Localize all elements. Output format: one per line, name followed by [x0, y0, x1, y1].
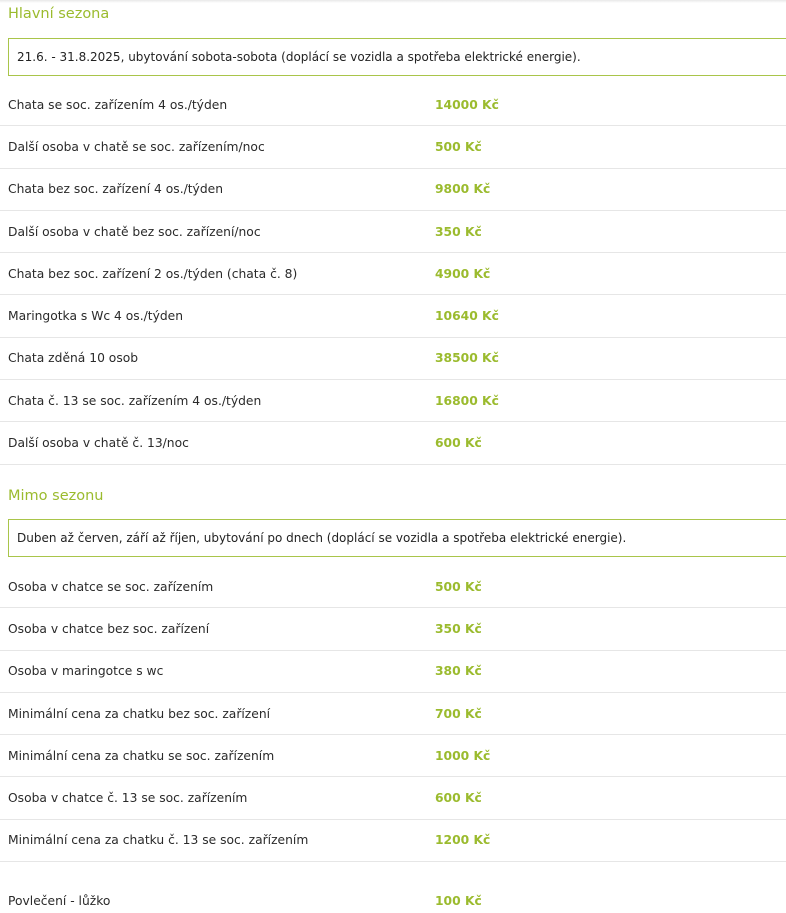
price-row — [0, 422, 786, 464]
price-row-label: Minimální cena za chatku bez soc. zařízení — [8, 706, 271, 721]
price-row-value: 500 Kč — [435, 579, 482, 594]
price-row-label: Další osoba v chatě č. 13/noc — [8, 436, 189, 451]
price-row-label: Osoba v chatce bez soc. zařízení — [8, 621, 210, 636]
price-row-label: Další osoba v chatě se soc. zařízením/noc — [8, 139, 265, 154]
price-row-label: Osoba v chatce č. 13 se soc. zařízením — [8, 791, 248, 806]
price-row-value: 350 Kč — [435, 224, 482, 239]
price-row — [0, 566, 786, 608]
price-row — [0, 126, 786, 168]
off-season-price-list — [0, 566, 786, 862]
price-row — [0, 777, 786, 819]
main-season-note — [8, 38, 786, 76]
main-season-note-text: 21.6. - 31.8.2025, ubytování sobota-sobota (doplácí se vozidla a spotřeba elektrické energie). — [17, 50, 581, 64]
price-row-value: 100 Kč — [435, 894, 482, 908]
price-row-label: Chata zděná 10 osob — [8, 351, 139, 366]
off-season-note-text: Duben až červen, září až říjen, ubytování po dnech (doplácí se vozidla a spotřeba elektrické energie). — [17, 531, 627, 545]
price-row-value: 1200 Kč — [435, 833, 491, 848]
price-row-label: Osoba v chatce se soc. zařízením — [8, 579, 214, 594]
price-row-label: Minimální cena za chatku č. 13 se soc. zařízením — [8, 833, 309, 848]
price-row-value: 16800 Kč — [435, 393, 499, 408]
price-row-label: Další osoba v chatě bez soc. zařízení/noc — [8, 224, 261, 239]
price-row — [0, 380, 786, 422]
price-row-value: 4900 Kč — [435, 266, 491, 281]
price-row-label: Minimální cena za chatku se soc. zařízením — [8, 748, 275, 763]
price-row — [0, 608, 786, 650]
price-row-label: Chata č. 13 se soc. zařízením 4 os./týden — [8, 393, 262, 408]
price-row — [0, 84, 786, 126]
price-row-label: Osoba v maringotce s wc — [8, 664, 164, 679]
price-row-value: 10640 Kč — [435, 309, 499, 324]
price-row-label: Maringotka s Wc 4 os./týden — [8, 309, 184, 324]
price-row-value: 380 Kč — [435, 664, 482, 679]
price-row — [0, 253, 786, 295]
price-row-value: 14000 Kč — [435, 97, 499, 112]
price-row — [0, 169, 786, 211]
price-row-label: Chata bez soc. zařízení 4 os./týden — [8, 182, 224, 197]
price-row — [0, 211, 786, 253]
price-row — [0, 651, 786, 693]
main-season-title: Hlavní sezona — [8, 6, 110, 22]
price-row-value: 38500 Kč — [435, 351, 499, 366]
extras-price-list — [0, 884, 786, 913]
price-row-value: 9800 Kč — [435, 182, 491, 197]
price-row-value: 350 Kč — [435, 621, 482, 636]
price-row-label: Povlečení - lůžko — [8, 894, 111, 908]
price-row-label: Chata bez soc. zařízení 2 os./týden (chata č. 8) — [8, 266, 298, 281]
price-row — [0, 693, 786, 735]
top-divider — [0, 0, 786, 3]
price-row-value: 700 Kč — [435, 706, 482, 721]
price-row — [0, 295, 786, 337]
price-row-value: 600 Kč — [435, 791, 482, 806]
price-row — [0, 820, 786, 862]
price-row-value: 500 Kč — [435, 139, 482, 154]
price-row — [0, 338, 786, 380]
main-season-price-list — [0, 84, 786, 465]
price-row-value: 600 Kč — [435, 436, 482, 451]
price-row — [0, 884, 786, 913]
off-season-note — [8, 519, 786, 557]
price-row-label: Chata se soc. zařízením 4 os./týden — [8, 97, 228, 112]
price-row-value: 1000 Kč — [435, 748, 491, 763]
price-row — [0, 735, 786, 777]
off-season-title: Mimo sezonu — [8, 488, 104, 504]
